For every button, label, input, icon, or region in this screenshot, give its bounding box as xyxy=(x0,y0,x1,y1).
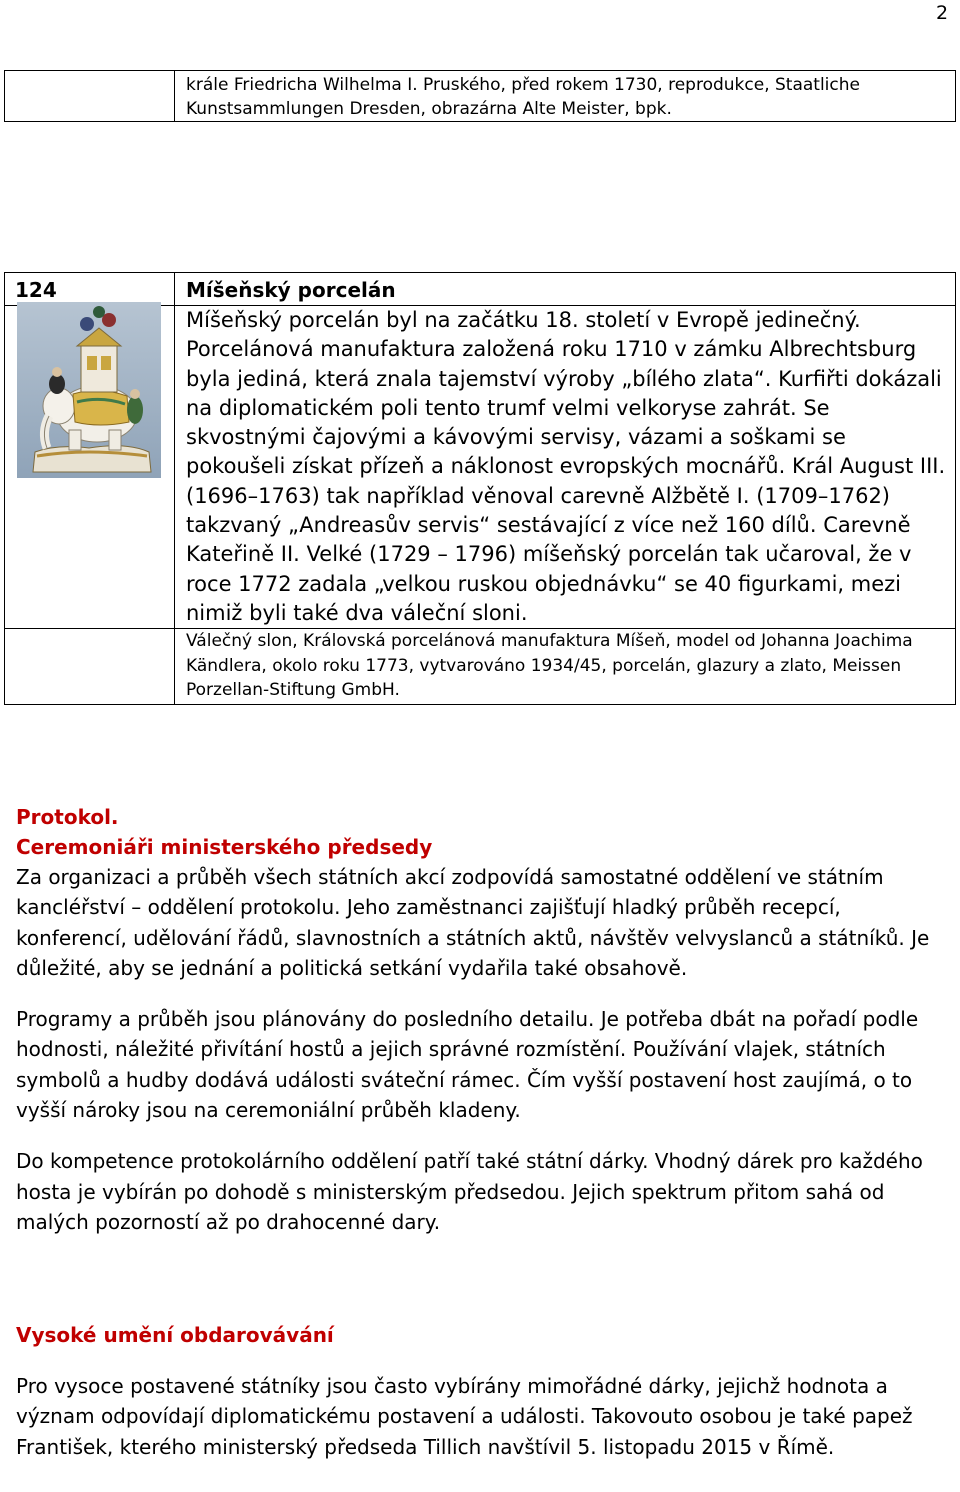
section-subheading: Ceremoniáři ministerského předsedy xyxy=(16,835,433,859)
protokol-section xyxy=(16,802,956,1237)
section-heading: Protokol. xyxy=(16,805,119,829)
paragraph: Pro vysoce postavené státníky jsou často vybírány mimořádné dárky, jejichž hodnota a význam odpovídají diplomatickému postavení a události. Takovouto osobou je také papež František, kterého ministerský předseda Tillich navštívil 5. listopadu 2015 v Římě. xyxy=(16,1374,913,1459)
entry-text-cell xyxy=(175,306,956,629)
entry-caption-cell xyxy=(175,629,956,705)
paragraph: Programy a průběh jsou plánovány do posledního detailu. Je potřeba dbát na pořadí podle hodnosti, náležité přivítání hostů a jejich správné rozmístění. Používání vlajek, státních symbolů a hudby dodává události sváteční rámec. Čím vyšší postavení host zaujímá, o to vyšší nároky jsou na ceremoniální průběh kladeny. xyxy=(16,1007,919,1123)
entry-number-cell xyxy=(5,273,175,306)
empty-cell xyxy=(5,629,175,705)
entry-caption: Válečný slon, Královská porcelánová manufaktura Míšeň, model od Johanna Joachima Kändlera, okolo roku 1773, vytvarováno 1934/45, porcelán, glazury a zlato, Meissen Porzellan-Stiftung GmbH. xyxy=(186,631,913,701)
paragraph: Za organizaci a průběh všech státních akcí zodpovídá samostatné oddělení ve státním kancléřství – oddělení protokolu. Jeho zaměstnanci zajišťují hladký průběh recepcí, konferencí, udělování řádů, slavnostních a státních aktů, návštěv velvyslanců a státníků. Je důležité, aby se jednání a politická setkání vydařila také obsahově. xyxy=(16,865,930,980)
section-heading: Vysoké umění obdarovávání xyxy=(16,1323,334,1347)
porcelain-elephant-image xyxy=(17,302,161,478)
entry-text: Míšeňský porcelán byl na začátku 18. století v Evropě jedinečný. Porcelánová manufaktura založená roku 1710 v zámku Albrechtsburg byla jediná, která znala tajemství výroby „bílého zlata“. Kurfiřti dokázali na diplomatickém poli tento trumf velmi velkoryse zahrát. Se skvostnými čajovými a kávovými servisy, vázami a soškami se pokoušeli získat přízeň a náklonost evropských mocnářů. Král August III. (1696–1763) tak například věnoval carevně Alžbětě I. (1709–1762) takzvaný „Andreasův servis“ sestávající z více než 160 dílů. Carevně Kateřině II. Velké (1729 – 1796) míšeňský porcelán tak učaroval, že v roce 1772 zadala „velkou ruskou objednávku“ se 40 figurkami, mezi nimiž byli také dva váleční sloni. xyxy=(186,308,946,625)
caption-cell xyxy=(175,71,956,122)
entry-number: 124 xyxy=(15,278,57,302)
entry-title-cell xyxy=(175,273,956,306)
page-number: 2 xyxy=(936,2,949,24)
caption-text: krále Friedricha Wilhelma I. Pruského, před rokem 1730, reprodukce, Staatliche Kunstsammlungen Dresden, obrazárna Alte Meister, bpk. xyxy=(186,75,860,119)
gifts-section xyxy=(16,1320,956,1462)
caption-box-continued xyxy=(4,70,956,122)
empty-cell xyxy=(5,71,175,122)
entry-title: Míšeňský porcelán xyxy=(186,278,396,302)
paragraph: Do kompetence protokolárního oddělení patří také státní dárky. Vhodný dárek pro každého hosta je vybírán po dohodě s ministerským předsedou. Jejich spektrum přitom sahá od malých pozorností až po drahocenné dary. xyxy=(16,1149,923,1234)
